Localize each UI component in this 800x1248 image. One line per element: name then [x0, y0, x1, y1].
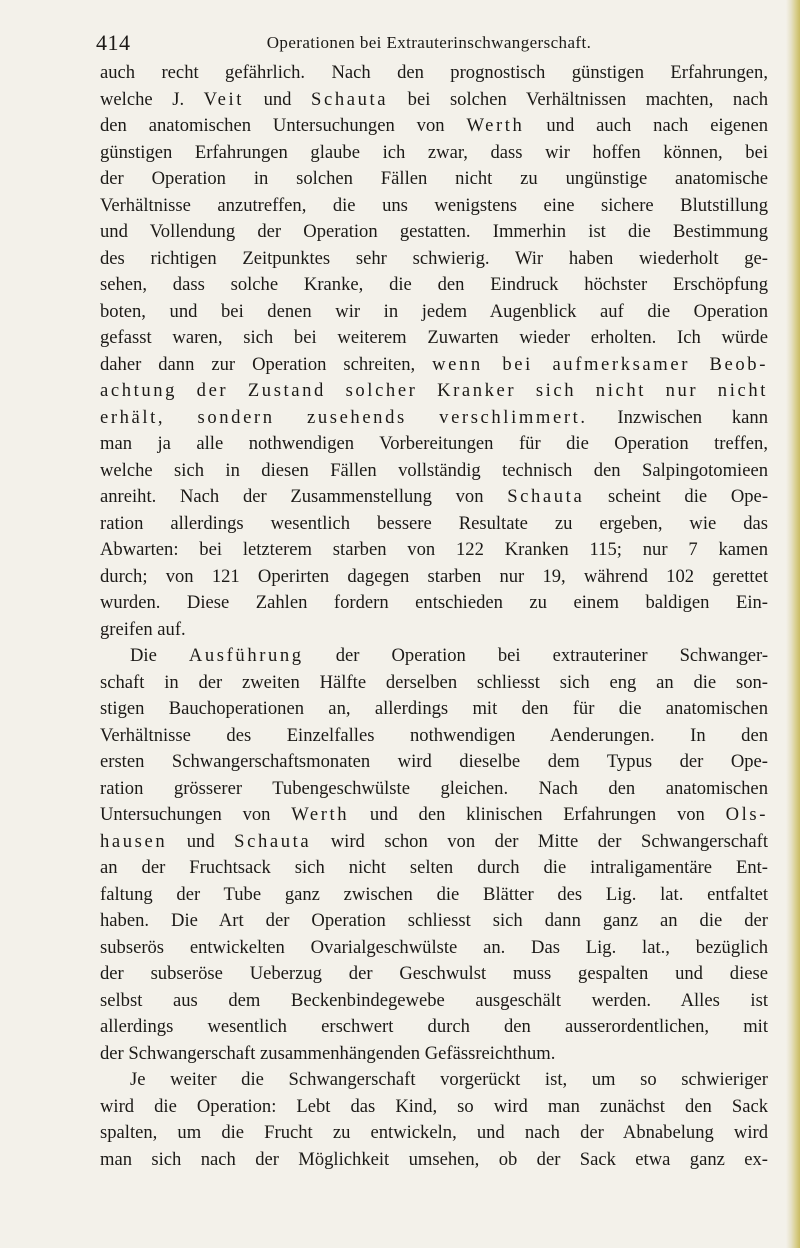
spaced-emphasis: achtung der Zustand solcher Kranker sich nicht nur nicht: [100, 380, 768, 401]
text-segment: wurden. Diese Zahlen fordern entschieden zu einem baldigen Ein-: [100, 592, 768, 613]
text-line: [100, 299, 768, 326]
text-line: [100, 193, 768, 220]
text-line: [100, 87, 768, 114]
text-segment: Untersuchungen von: [100, 804, 292, 825]
text-segment: Die: [130, 645, 189, 666]
text-line: [100, 829, 768, 856]
text-line: [100, 855, 768, 882]
body-text: [100, 60, 768, 1173]
text-line: [100, 988, 768, 1015]
page-edge: [786, 0, 800, 1248]
text-line: [100, 405, 768, 432]
spaced-emphasis: hausen: [100, 830, 168, 852]
text-segment: durch; von 121 Operirten dagegen starben nur 19, während 102 gerettet: [100, 565, 768, 587]
text-line: [100, 1067, 768, 1094]
page-number: 414: [96, 30, 131, 55]
text-segment: sehen, dass solche Kranke, die den Eindruck höchster Erschöpfung: [100, 274, 768, 295]
text-line: [100, 431, 768, 458]
text-segment: selbst aus dem Beckenbindegewebe ausgeschält werden. Alles ist: [100, 989, 768, 1011]
text-segment: man ja alle nothwendigen Vorbereitungen für die Operation treffen,: [100, 433, 768, 454]
text-line: [100, 617, 768, 644]
text-line: [100, 272, 768, 299]
text-line: [100, 1014, 768, 1041]
text-line: [100, 219, 768, 246]
text-segment: haben. Die Art der Operation schliesst sich dann ganz an die der: [100, 910, 768, 931]
text-segment: des richtigen Zeitpunktes sehr schwierig. Wir haben wiederholt ge-: [100, 247, 768, 269]
text-line: [100, 166, 768, 193]
text-segment: daher dann zur Operation schreiten,: [100, 353, 433, 375]
text-segment: faltung der Tube ganz zwischen die Blätter des Lig. lat. entfaltet: [100, 883, 768, 905]
text-segment: der Schwangerschaft zusammenhängenden Gefässreichthum.: [100, 1042, 556, 1064]
text-line: [100, 643, 768, 670]
text-segment: der subseröse Ueberzug der Geschwulst muss gespalten und diese: [100, 963, 768, 984]
text-segment: auch recht gefährlich. Nach den prognostisch günstigen Erfahrungen,: [100, 62, 768, 83]
text-line: [100, 60, 768, 87]
text-line: [100, 1147, 768, 1174]
text-segment: welche J.: [100, 88, 204, 110]
text-segment: subserös entwickelten Ovarialgeschwülste an. Das Lig. lat., bezüglich: [100, 936, 768, 958]
text-segment: und: [244, 88, 312, 110]
text-line: [100, 590, 768, 617]
text-segment: man sich nach der Möglichkeit umsehen, ob der Sack etwa ganz ex-: [100, 1148, 768, 1170]
text-segment: scheint die Ope-: [584, 486, 769, 507]
spaced-emphasis: Schauta: [311, 88, 389, 110]
text-segment: Inzwischen kann: [587, 406, 768, 428]
text-line: [100, 113, 768, 140]
text-line: [100, 511, 768, 538]
text-line: [100, 325, 768, 352]
text-segment: den anatomischen Untersuchungen von: [100, 115, 467, 136]
spaced-emphasis: erhält, sondern zusehends verschlimmert.: [100, 406, 588, 428]
text-segment: anreiht. Nach der Zusammenstellung von: [100, 486, 508, 507]
spaced-emphasis: Ausführung: [188, 645, 304, 666]
text-segment: Verhältnisse des Einzelfalles nothwendigen Aenderungen. In den: [100, 724, 768, 746]
text-segment: der Operation bei extrauteriner Schwanger-: [303, 645, 769, 666]
text-segment: greifen auf.: [100, 618, 186, 640]
running-title: Operationen bei Extrauterinschwangerschaft.: [266, 33, 592, 52]
text-line: [100, 484, 768, 511]
text-line: [100, 140, 768, 167]
text-segment: wird schon von der Mitte der Schwangerschaft: [311, 830, 768, 852]
text-segment: wird die Operation: Lebt das Kind, so wird man zunächst den Sack: [100, 1095, 768, 1117]
text-line: [100, 1120, 768, 1147]
text-segment: boten, und bei denen wir in jedem Augenblick auf die Operation: [100, 300, 768, 322]
text-line: [100, 882, 768, 909]
text-line: [100, 1094, 768, 1121]
running-head: [96, 30, 762, 60]
spaced-emphasis: wenn bei aufmerksamer Beob-: [432, 353, 768, 375]
text-segment: gefasst waren, sich bei weiterem Zuwarten wieder erholten. Ich würde: [100, 327, 768, 348]
text-line: [100, 723, 768, 750]
text-line: [100, 378, 768, 405]
spaced-emphasis: Schauta: [507, 486, 585, 507]
text-segment: Je weiter die Schwangerschaft vorgerückt ist, um so schwieriger: [130, 1069, 768, 1090]
text-segment: an der Fruchtsack sich nicht selten durch die intraligamentäre Ent-: [100, 857, 768, 878]
text-line: [100, 458, 768, 485]
text-segment: bei solchen Verhältnissen machten, nach: [388, 88, 769, 110]
spaced-emphasis: Schauta: [234, 830, 312, 852]
text-segment: stigen Bauchoperationen an, allerdings mit den für die anatomischen: [100, 698, 768, 719]
text-line: [100, 564, 768, 591]
text-segment: Abwarten: bei letzterem starben von 122 Kranken 115; nur 7 kamen: [100, 539, 768, 560]
spaced-emphasis: Veit: [203, 88, 245, 110]
text-line: [100, 961, 768, 988]
text-segment: und auch nach eigenen: [524, 115, 769, 136]
text-segment: allerdings wesentlich erschwert durch den ausserordentlichen, mit: [100, 1016, 768, 1037]
text-line: [100, 935, 768, 962]
text-line: [100, 537, 768, 564]
spaced-emphasis: Ols-: [725, 804, 768, 825]
text-line: [100, 352, 768, 379]
text-segment: ration grösserer Tubengeschwülste gleichen. Nach den anatomischen: [100, 777, 768, 799]
text-segment: und Vollendung der Operation gestatten. Immerhin ist die Bestimmung: [100, 221, 768, 242]
text-segment: Verhältnisse anzutreffen, die uns wenigstens eine sichere Blutstillung: [100, 194, 768, 216]
text-line: [100, 908, 768, 935]
text-segment: der Operation in solchen Fällen nicht zu ungünstige anatomische: [100, 168, 768, 189]
text-line: [100, 696, 768, 723]
text-segment: ration allerdings wesentlich bessere Resultate zu ergeben, wie das: [100, 512, 768, 534]
text-segment: günstigen Erfahrungen glaube ich zwar, dass wir hoffen können, bei: [100, 141, 768, 163]
text-line: [100, 776, 768, 803]
text-line: [100, 802, 768, 829]
text-segment: und: [167, 830, 235, 852]
text-line: [100, 1041, 768, 1068]
text-segment: ersten Schwangerschaftsmonaten wird dieselbe dem Typus der Ope-: [100, 751, 768, 772]
text-line: [100, 749, 768, 776]
text-segment: spalten, um die Frucht zu entwickeln, und nach der Abnabelung wird: [100, 1122, 768, 1143]
text-segment: welche sich in diesen Fällen vollständig technisch den Salpingotomieen: [100, 459, 768, 481]
spaced-emphasis: Werth: [466, 115, 525, 136]
text-segment: schaft in der zweiten Hälfte derselben schliesst sich eng an die son-: [100, 671, 768, 693]
text-line: [100, 246, 768, 273]
spaced-emphasis: Werth: [291, 804, 350, 825]
text-segment: und den klinischen Erfahrungen von: [349, 804, 726, 825]
text-line: [100, 670, 768, 697]
